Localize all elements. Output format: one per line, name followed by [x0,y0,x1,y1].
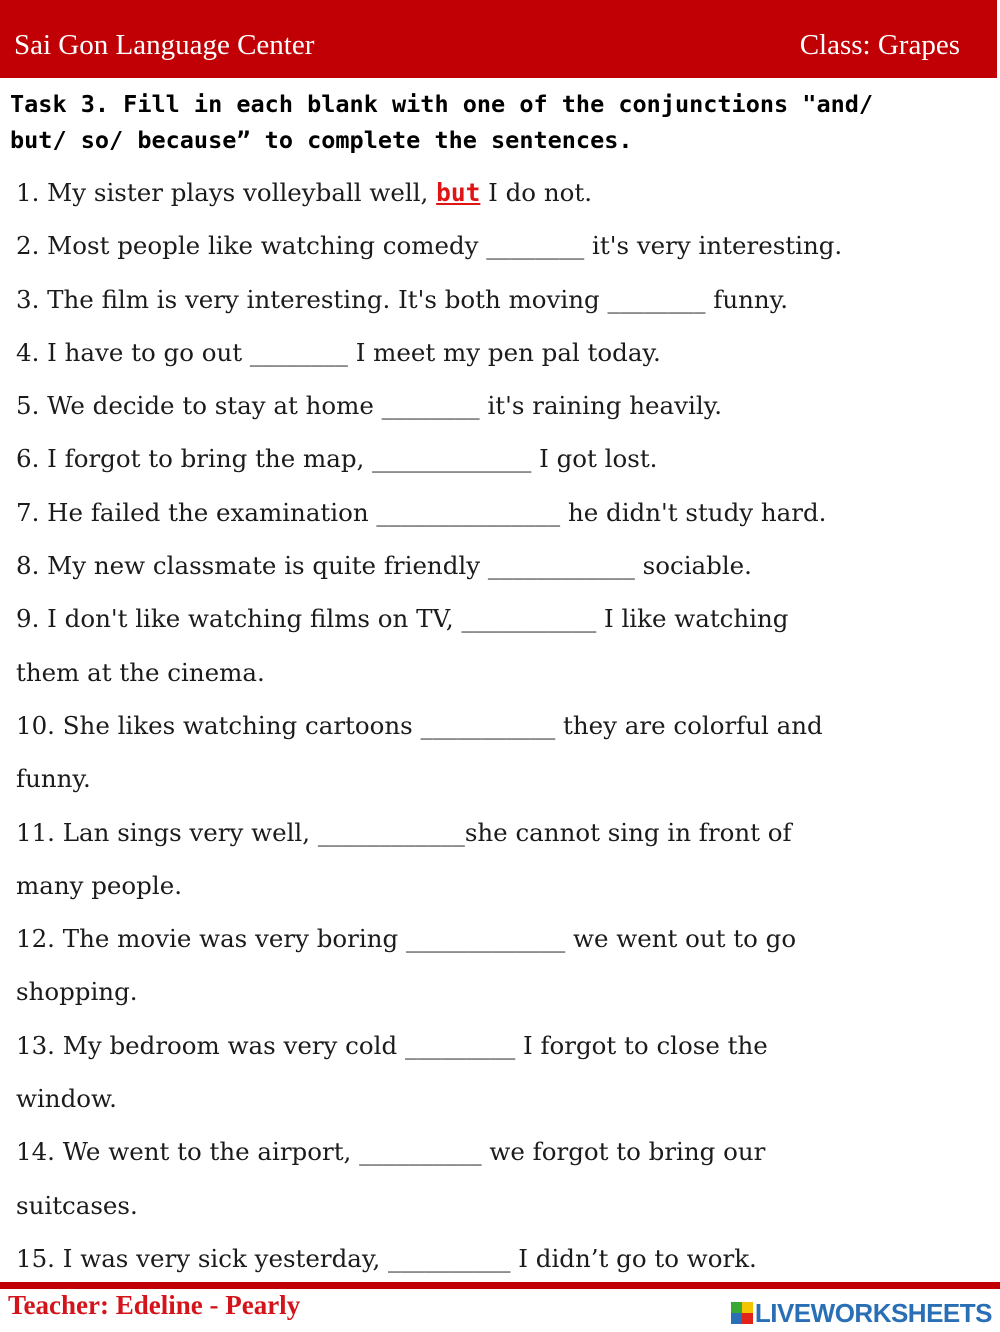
task-line-1: Task 3. Fill in each blank with one of the conjunctions "and/ [10,90,874,118]
sentence-line: many people. [16,870,182,900]
sentence-line: 5. We decide to stay at home ________ it's raining heavily. [16,391,723,421]
sentence-line: 2. Most people like watching comedy ________ it's very interesting. [16,231,843,261]
sentence-line: 10. She likes watching cartoons ___________ they are colorful and [16,710,823,740]
sentence-1-pre: 1. My sister plays volleyball well, [16,178,437,207]
center-name: Sai Gon Language Center [14,29,315,61]
class-name: Class: Grapes [799,29,960,61]
sentence-line: 9. I don't like watching films on TV, ___________ I like watching [16,604,789,634]
sentence-line: 13. My bedroom was very cold _________ I forgot to close the [16,1030,768,1060]
sentence-line: 7. He failed the examination _______________ he didn't study hard. [16,497,827,527]
sentence-line: 15. I was very sick yesterday, __________ I didn’t go to work. [16,1243,757,1273]
liveworksheets-logo-icon [731,1302,753,1324]
header-bar [0,0,1000,78]
sentence-line: 14. We went to the airport, __________ we forgot to bring our [16,1137,766,1167]
sentence-line: 6. I forgot to bring the map, _____________ I got lost. [16,444,658,474]
teacher-credit: Teacher: Edeline - Pearly [8,1290,301,1320]
sentence-1-post: I do not. [480,178,593,207]
sentence-line: 8. My new classmate is quite friendly ____________ sociable. [16,551,752,581]
exercise-list [16,166,986,1285]
sentence-line: 12. The movie was very boring _____________ we went out to go [16,924,797,954]
footer-divider [0,1282,1000,1289]
liveworksheets-brand[interactable] [731,1295,992,1331]
task-instruction [10,86,990,158]
sentence-line: 4. I have to go out ________ I meet my pen pal today. [16,337,661,367]
sentence-line: them at the cinema. [16,657,265,687]
sentence-line: shopping. [16,977,138,1007]
sentence-line: 11. Lan sings very well, ____________she cannot sing in front of [16,817,792,847]
answer-blank-1[interactable]: but [436,178,481,207]
sentence-line: 3. The film is very interesting. It's both moving ________ funny. [16,284,789,314]
sentence-1 [16,166,986,219]
sentence-line: suitcases. [16,1190,138,1220]
liveworksheets-wordmark: LIVEWORKSHEETS [754,1297,992,1328]
task-line-2: but/ so/ because” to complete the sentences. [10,126,633,154]
sentence-line: funny. [16,764,91,794]
sentence-line: window. [16,1084,117,1114]
